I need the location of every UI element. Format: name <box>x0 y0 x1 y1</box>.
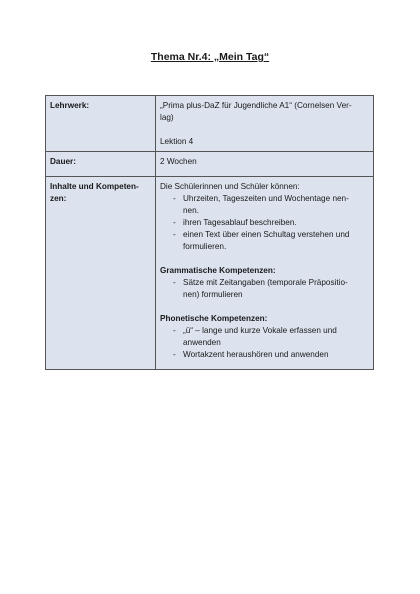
table-row-lehrwerk <box>46 96 374 152</box>
page-title: Thema Nr.4: „Mein Tag“ <box>150 51 270 63</box>
lesson-plan-table <box>45 95 374 370</box>
dauer-label: Dauer: <box>46 152 156 177</box>
lehrwerk-lektion: Lektion 4 <box>160 137 194 146</box>
inhalte-intro: Die Schülerinnen und Schüler können: <box>160 182 300 191</box>
dauer-value: 2 Wochen <box>156 152 374 177</box>
list-item-continuation: nen. <box>183 206 199 215</box>
list-item: - ihren Tagesablauf beschreiben. <box>160 217 369 229</box>
competence-list <box>160 193 369 253</box>
phonetic-heading: Phonetische Kompetenzen: <box>160 314 268 323</box>
list-item-continuation: formulieren. <box>183 242 227 251</box>
list-item-continuation: nen) formulieren <box>183 290 243 299</box>
table-row-inhalte <box>46 177 374 370</box>
grammar-heading: Grammatische Kompetenzen: <box>160 266 276 275</box>
table-row-dauer <box>46 152 374 177</box>
phonetic-list <box>160 325 369 361</box>
inhalte-label <box>46 177 156 370</box>
lehrwerk-line-1: „Prima plus-DaZ für Jugendliche A1“ (Cornelsen Ver- <box>160 101 352 110</box>
list-item: - Wortakzent heraushören und anwenden <box>160 349 369 361</box>
inhalte-value <box>156 177 374 370</box>
list-item: - Sätze mit Zeitangaben (temporale Präpositio- <box>160 277 369 289</box>
lehrwerk-label: Lehrwerk: <box>46 96 156 152</box>
inhalte-label-line-2: zen: <box>50 194 67 203</box>
lehrwerk-value <box>156 96 374 152</box>
list-item: - „ü“ – lange und kurze Vokale erfassen und <box>160 325 369 337</box>
list-item-continuation: anwenden <box>183 338 221 347</box>
list-item: - einen Text über einen Schultag verstehen und <box>160 229 369 241</box>
list-item: - Uhrzeiten, Tageszeiten und Wochentage nen- <box>160 193 369 205</box>
inhalte-label-line-1: Inhalte und Kompeten- <box>50 182 139 191</box>
lehrwerk-line-2: lag) <box>160 113 174 122</box>
grammar-list <box>160 277 369 301</box>
